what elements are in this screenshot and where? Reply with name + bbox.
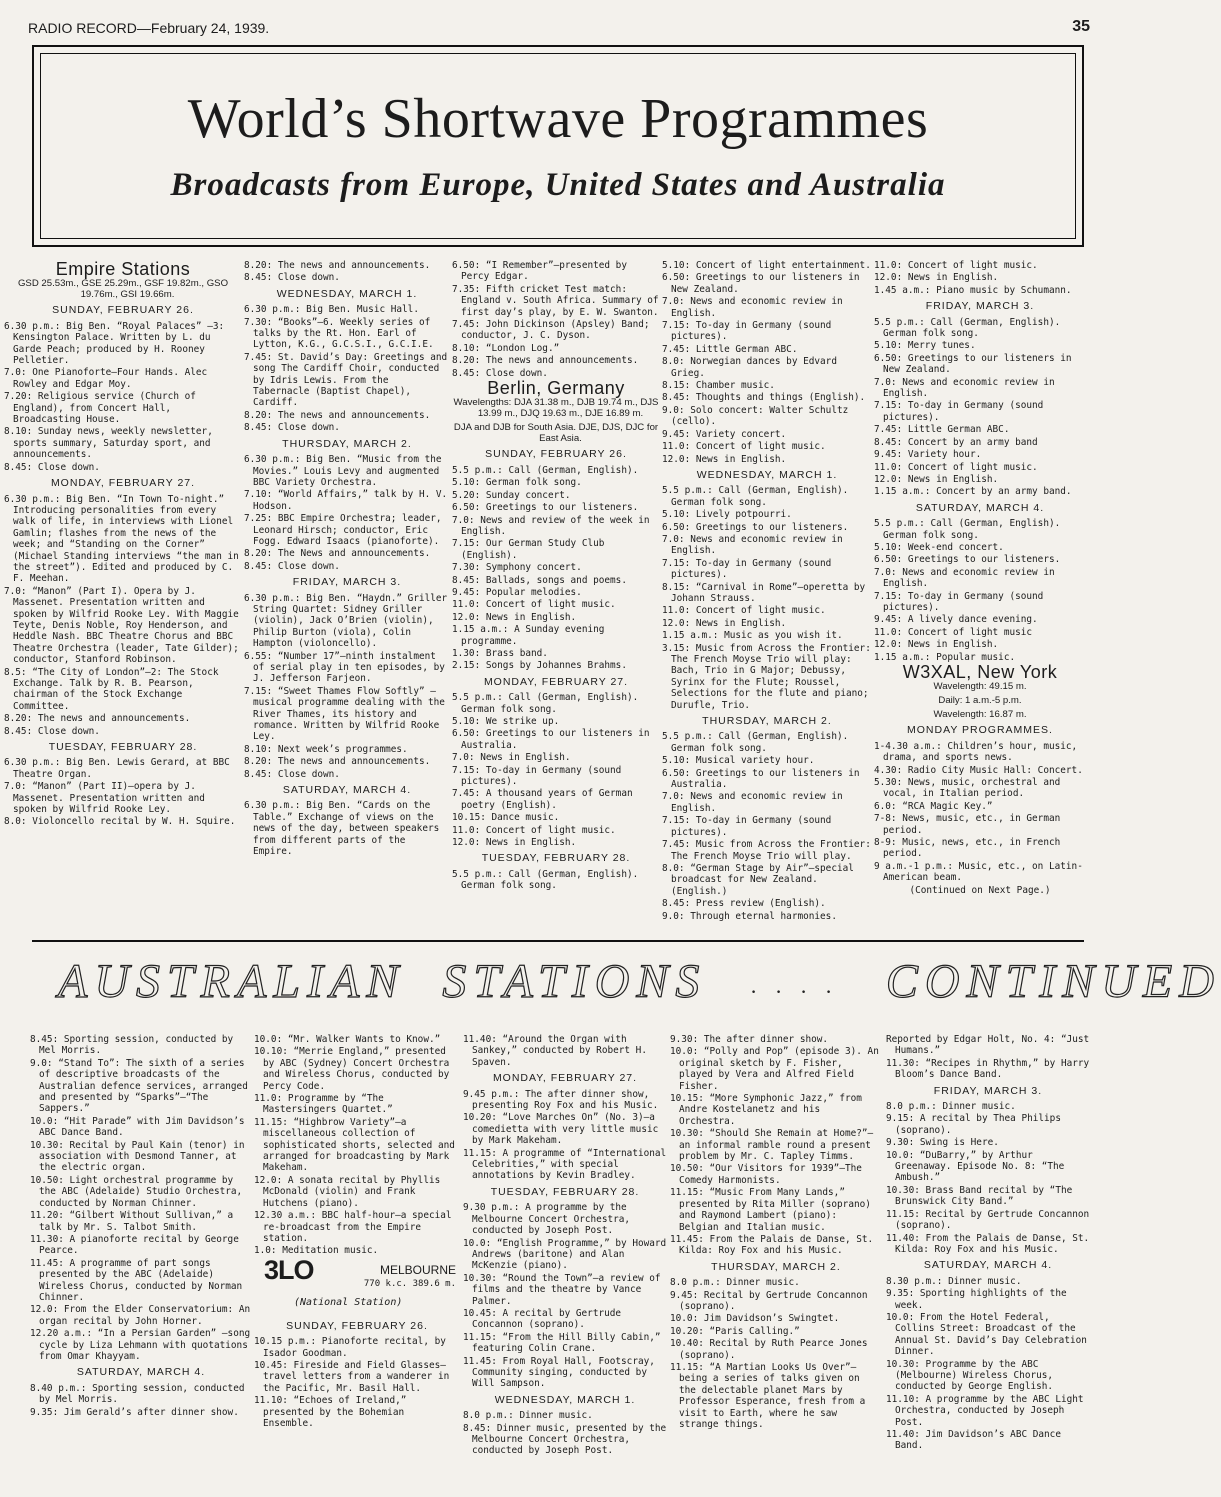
- programme-entry: 1.15 a.m.: Music as you wish it.: [662, 630, 843, 642]
- programme-entry: 7.45: St. David’s Day: Greetings and song The Cardiff Choir, conducted by Idris Lewis. From the Tabernacle (Baptist Chapel), Cardiff.: [244, 351, 448, 409]
- programme-entry: 10.50: Light orchestral programme by the ABC (Adelaide) Studio Orchestra, conducted by Norman Chinner.: [30, 1174, 243, 1209]
- programme-entry: 5.5 p.m.: Call (German, English).: [452, 464, 639, 476]
- programme-entry: 9.45: Recital by Gertrude Concannon (soprano).: [670, 1289, 868, 1312]
- day-heading: TUESDAY, FEBRUARY 28.: [48, 741, 198, 754]
- programme-entry: 8.0 p.m.: Dinner music.: [886, 1101, 1016, 1113]
- australian-column-2: [254, 1034, 460, 1486]
- programme-entry: 7.45: Little German ABC.: [662, 343, 798, 355]
- programme-entry: 10.0: Jim Davidson’s Swingtet.: [670, 1313, 840, 1325]
- programme-entry: 8.45: Thoughts and things (English).: [662, 392, 866, 404]
- programme-entry: 5.5 p.m.: Call (German, English). German folk song.: [662, 731, 849, 754]
- programme-entry: 8.45: Close down.: [452, 367, 548, 379]
- programme-entry: 8.0 p.m.: Dinner music.: [463, 1410, 593, 1422]
- programme-entry: 9.35: Sporting highlights of the week.: [886, 1288, 1067, 1311]
- australian-column-5: [886, 1034, 1090, 1486]
- day-heading: SATURDAY, MARCH 4.: [923, 1259, 1053, 1272]
- programme-entry: 5.5 p.m.: Call (German, English). German folk song.: [874, 518, 1061, 541]
- programme-entry: 7.0: News and economic review in English.: [662, 791, 843, 814]
- programme-entry: 7.0: News and review of the week in English.: [452, 514, 650, 537]
- station-heading: W3XAL, New York: [902, 662, 1058, 682]
- aus-heading-word-1: AUSTRALIAN: [58, 955, 406, 1008]
- programme-entry: 10.45: A recital by Gertrude Concannon (soprano).: [463, 1307, 622, 1331]
- programme-entry: 10.50: “Our Visitors for 1939”—The Comedy Harmonists.: [670, 1163, 862, 1186]
- programme-entry: 8.20: The news and announcements.: [244, 409, 431, 421]
- programme-entry: 7.0: News and economic review in English.: [662, 296, 843, 319]
- programme-entry: 1-4.30 a.m.: Children’s hour, music, drama, and sports news.: [874, 740, 1078, 764]
- programme-entry: 12.0: News in English.: [874, 272, 999, 284]
- australian-stations-heading: [58, 954, 1221, 1010]
- programme-entry: 8.0: “German Stage by Air”—special broadcast for New Zealand. (English.): [662, 862, 854, 897]
- page-subtitle: Broadcasts from Europe, United States and Australia: [170, 167, 946, 203]
- programme-entry: 8.45: Close down.: [244, 272, 340, 284]
- running-title: RADIO RECORD—February 24, 1939.: [28, 20, 270, 36]
- programme-entry: 6.50: “I Remember”—presented by Percy Edgar.: [452, 260, 627, 283]
- programme-entry: 6.30 p.m.: Big Ben. “In Town To-night.” Introducing personalities from every walk of life, in interviews with Lionel Gamlin; flashes from the news of the week; and “Standing on the Corner” (Michael Standing interviews “the man in the street”). Edited and produced by C. F. Meehan.: [4, 493, 239, 585]
- programme-entry: 9.45: Variety hour.: [874, 449, 982, 461]
- programme-entry: 6.50: Greetings to our listeners.: [662, 521, 849, 533]
- programme-entry: 8.15: “Carnival in Rome”—operetta by Johann Strauss.: [662, 581, 866, 604]
- title-banner: [32, 45, 1084, 247]
- programme-entry: 12.20 a.m.: “In a Persian Garden” —song cycle by Liza Lehmann with quotations from Omar Khayyam.: [30, 1328, 251, 1362]
- programme-entry: 5.10: We strike up.: [452, 716, 560, 727]
- programme-entry: 8.20: The News and announcements.: [244, 548, 431, 560]
- programme-entry: 3.15: Music from Across the Frontier: The French Moyse Trio will play: Bach, Trio in G Major; Debussy, Syrinx for the Flute; Roussel, Selections for the flute and piano; Durufle, Trio.: [662, 642, 871, 711]
- programme-entry: 10.0: “DuBarry,” by Arthur Greenaway. Episode No. 8: “The Ambush.”: [886, 1149, 1065, 1184]
- programme-entry: 11.0: Concert of light music: [874, 626, 1033, 638]
- programme-entry: 11.45: A programme of part songs presented by the ABC (Adelaide) Wireless Chorus, conducted by Norman Chinner.: [30, 1257, 243, 1303]
- programme-entry: 5.5 p.m.: Call (German, English). German folk song.: [662, 485, 849, 508]
- programme-entry: 11.0: Concert of light music.: [874, 461, 1038, 473]
- australian-column-3: [463, 1034, 667, 1486]
- day-heading: FRIDAY, MARCH 3.: [925, 300, 1035, 313]
- programme-entry: 12.30 a.m.: BBC half-hour—a special re-broadcast from the Empire station.: [254, 1210, 452, 1244]
- programme-entry: 11.40: From the Palais de Danse, St. Kilda: Roy Fox and his Music.: [886, 1232, 1090, 1255]
- programme-entry: 7.10: “World Affairs,” talk by H. V. Hodson.: [244, 489, 448, 512]
- programme-entry: 8.0: Norwegian dances by Edvard Grieg.: [662, 356, 837, 379]
- programme-entry: 10.15 p.m.: Pianoforte recital, by Isador Goodman.: [254, 1336, 446, 1359]
- programme-entry: 7.15: To-day in Germany (sound pictures).: [662, 320, 832, 343]
- aus-heading-dots: . . . .: [751, 972, 839, 998]
- programme-entry: 11.15: “Music From Many Lands,” presented by Rita Miller (soprano) and Raymond Lambert (piano): Belgian and Italian music.: [670, 1187, 871, 1233]
- programme-entry: 6.50: Greetings to our listeners in Australia.: [452, 728, 650, 751]
- shortwave-column-5: [874, 260, 1086, 960]
- programme-entry: 8.20: The news and announcements.: [4, 713, 191, 725]
- station-city: MELBOURNE: [379, 1262, 456, 1277]
- station-heading: Berlin, Germany: [487, 378, 625, 399]
- programme-entry: 6.30 p.m.: Big Ben. “Royal Palaces” —3: Kensington Palace. Written by L. du Garde Peach; produced by H. Rooney Pelletier.: [4, 320, 225, 367]
- programme-entry: 7.25: BBC Empire Orchestra; leader, Leonard Hirsch; conductor, Eric Fogg. Edward Isaacs (pianoforte).: [244, 513, 442, 547]
- wavelength-info: Wavelengths: DJA 31.38 m., DJB 19.74 m., DJS 13.99 m., DJQ 19.63 m., DJE 16.89 m.: [453, 397, 659, 420]
- page-number: 35: [1072, 18, 1090, 35]
- programme-entry: 8.40 p.m.: Sporting session, conducted by Mel Morris.: [30, 1382, 245, 1406]
- station-frequency: 770 k.c. 389.6 m.: [363, 1278, 456, 1289]
- day-heading: THURSDAY, MARCH 2.: [702, 715, 832, 728]
- aus-heading-word-2: STATIONS: [442, 955, 707, 1008]
- programme-entry: 6.0: “RCA Magic Key.”: [874, 800, 993, 812]
- programme-entry: 8.20: The news and announcements.: [452, 355, 639, 367]
- section-divider: [32, 940, 1084, 942]
- programme-entry: 7.15: To-day in Germany (sound pictures).: [662, 815, 832, 838]
- programme-entry: 8.0: Violoncello recital by W. H. Squire.: [4, 816, 236, 828]
- programme-entry: 6.50: Greetings to our listeners.: [874, 554, 1061, 566]
- day-heading: SUNDAY, FEBRUARY 26.: [286, 1319, 428, 1332]
- wavelength-info: Wavelength: 16.87 m.: [933, 709, 1027, 721]
- programme-entry: 12.0: From the Elder Conservatorium: An organ recital by John Horner.: [30, 1304, 251, 1327]
- programme-entry: 8.20: The news and announcements.: [244, 756, 431, 768]
- programme-entry: 7.45: A thousand years of German poetry (English).: [452, 788, 633, 811]
- programme-entry: 6.30 p.m.: Big Ben. “Music from the Movies.” Louis Levy and augmented BBC Variety Orchestra.: [244, 454, 442, 488]
- programme-entry: 7.15: To-day in Germany (sound pictures).: [874, 400, 1044, 423]
- programme-entry: 11.20: “Gilbert Without Sullivan,” a talk by Mr. S. Talbot Smith.: [30, 1210, 234, 1233]
- programme-entry: 10.0: From the Hotel Federal, Collins Street: Broadcast of the Annual St. David’s Day Celebration Dinner.: [886, 1311, 1087, 1358]
- programme-entry: 10.10: “Merrie England,” presented by ABC (Sydney) Concert Orchestra and Wireless Chorus, conducted by Percy Code.: [254, 1046, 450, 1092]
- programme-entry: 7.0: “Manon” (Part I). Opera by J. Massenet. Presentation written and spoken by Wilfrid Rooke Ley. With Maggie Teyte, Denis Noble, Roy Henderson, and Heddle Nash. BBC Theatre Chorus and BBC Theatre Orchestra (leader, Tate Gilder); conductor, Stanford Robinson.: [4, 585, 239, 666]
- programme-entry: 8.45: Close down.: [244, 768, 340, 780]
- programme-entry: 6.50: Greetings to our listeners in New Zealand.: [874, 352, 1072, 376]
- programme-entry: 8.15: Chamber music.: [662, 380, 775, 392]
- programme-entry: 11.30: A pianoforte recital by George Pearce.: [30, 1233, 239, 1257]
- day-heading: THURSDAY, MARCH 2.: [282, 437, 412, 450]
- programme-entry: 11.15: “Highbrow Variety”—a miscellaneous collection of sophisticated shorts, selected and arranged for broadcasting by Mark Makeham.: [254, 1116, 455, 1174]
- wavelength-info: Daily: 1 a.m.-5 p.m.: [938, 695, 1022, 707]
- day-heading: SATURDAY, MARCH 4.: [282, 784, 412, 797]
- programme-entry: 8.10: “London Log.”: [452, 342, 560, 354]
- day-heading: MONDAY, FEBRUARY 27.: [492, 1072, 638, 1085]
- programme-entry: 10.0: “Hit Parade” with Jim Davidson’s ABC Dance Band.: [30, 1115, 245, 1139]
- programme-entry: 9.0: “Stand To”: The sixth of a series of descriptive broadcasts of the Australian defence services, arranged and presented by “Sparks”—“The Sappers.”: [30, 1057, 248, 1115]
- programme-entry: 12.0: News in English.: [662, 453, 787, 465]
- programme-entry: 7.15: To-day in Germany (sound pictures).: [662, 557, 832, 581]
- programme-entry: 7.15: “Sweet Thames Flow Softly” —musical programme dealing with the River Thames, its history and romance. Written by Wilfrid Rooke Ley.: [244, 685, 445, 743]
- programme-entry: 8.45: Sporting session, conducted by Mel Morris.: [30, 1034, 234, 1057]
- programme-entry: 5.5 p.m.: Call (German, English). German folk song.: [874, 316, 1061, 340]
- programme-entry: 8.20: The news and announcements.: [244, 260, 431, 271]
- programme-entry: 5.5 p.m.: Call (German, English). German folk song.: [452, 868, 639, 892]
- day-heading: SATURDAY, MARCH 4.: [76, 1366, 206, 1379]
- day-heading: MONDAY, FEBRUARY 27.: [483, 675, 629, 688]
- programme-entry: 8.45: Close down.: [244, 560, 340, 572]
- programme-entry: 8.5: “The City of London”—2: The Stock Exchange. Talk by R. B. Pearson, chairman of the Stock Exchange Committee.: [4, 666, 219, 712]
- running-header: [28, 20, 1090, 42]
- shortwave-column-3: [452, 260, 660, 960]
- programme-entry: 9.0: Through eternal harmonies.: [662, 910, 837, 922]
- programme-entry: 6.30 p.m.: Big Ben. “Cards on the Table.” Exchange of views on the news of the day, between speakers from different parts of the Empire.: [244, 800, 440, 858]
- programme-entry: 12.0: News in English.: [874, 639, 999, 651]
- programme-entry: 8.45: Concert by an army band: [874, 436, 1038, 448]
- programme-entry: 6.30 p.m.: Big Ben. “Haydn.” Griller String Quartet: Sidney Griller (violin), Jack O’Brien (violin), Philip Burton (viola), Colin Hampton (violoncello).: [244, 592, 448, 650]
- programme-entry: 5.10: Musical variety hour.: [662, 755, 815, 767]
- day-heading: FRIDAY, MARCH 3.: [933, 1084, 1043, 1097]
- programme-entry: 11.0: Concert of light music.: [874, 260, 1038, 271]
- day-heading: THURSDAY, MARCH 2.: [711, 1260, 841, 1273]
- programme-entry: 11.40: Jim Davidson’s ABC Dance Band.: [886, 1429, 1061, 1452]
- programme-entry: 6.30 p.m.: Big Ben. Lewis Gerard, at BBC Theatre Organ.: [4, 757, 230, 780]
- programme-entry: 8.10: Sunday news, weekly newsletter, sports summary, Saturday sport, and announcements.: [4, 426, 213, 461]
- programme-entry: 12.0: News in English.: [874, 473, 999, 485]
- programme-entry: 7.20: Religious service (Church of England), from Concert Hall, Broadcasting House.: [4, 391, 196, 426]
- programme-entry: 7.15: To-day in Germany (sound pictures).: [452, 764, 622, 788]
- programme-entry: 6.50: Greetings to our listeners in New Zealand.: [662, 272, 860, 295]
- programme-entry: 8.45: Press review (English).: [662, 898, 826, 910]
- programme-entry: 8-9: Music, news, etc., in French period.: [874, 837, 1061, 860]
- programme-entry: 11.10: “Echoes of Ireland,” presented by the Bohemian Ensemble.: [254, 1395, 407, 1429]
- programme-entry: 8.0 p.m.: Dinner music.: [670, 1277, 800, 1289]
- programme-entry: 10.30: Programme by the ABC (Melbourne) Wireless Chorus, conducted by George English.: [886, 1358, 1054, 1393]
- programme-entry: 11.15: “From the Hill Billy Cabin,” featuring Colin Crane.: [463, 1331, 661, 1355]
- programme-entry: 11.0: Concert of light music.: [662, 441, 826, 453]
- programme-entry: 1.0: Meditation music.: [254, 1245, 379, 1257]
- programme-entry: 9.15: A recital by Thea Philips (soprano).: [886, 1113, 1061, 1136]
- programme-entry: 10.0: “Mr. Walker Wants to Know.”: [254, 1034, 441, 1045]
- day-heading: SUNDAY, FEBRUARY 26.: [52, 304, 194, 317]
- programme-entry: 7.35: Fifth cricket Test match: England v. South Africa. Summary of first day’s play, by E. W. Swanton.: [452, 283, 659, 318]
- programme-entry: 9.45: A lively dance evening.: [874, 614, 1038, 626]
- programme-entry: 7.15: To-day in Germany (sound pictures).: [874, 590, 1044, 613]
- programme-entry: Reported by Edgar Holt, No. 4: “Just Humans.”: [886, 1034, 1090, 1057]
- station-heading: Empire Stations: [55, 259, 191, 279]
- programme-entry: 9.30 p.m.: A programme by the Melbourne Concert Orchestra, conducted by Joseph Post.: [463, 1202, 631, 1237]
- programme-entry: 5.10: German folk song.: [452, 477, 582, 489]
- station-call-sign: 3LO: [264, 1254, 314, 1285]
- programme-entry: 12.0: A sonata recital by Phyllis McDonald (violin) and Frank Hutchens (piano).: [254, 1174, 441, 1209]
- programme-entry: 7.0: News in English.: [452, 752, 571, 764]
- programme-entry: 12.0: News in English.: [452, 611, 577, 623]
- programme-entry: 7.30: “Books”—6. Weekly series of talks by the Rt. Hon. Earl of Lytton, K.G., G.C.S.I., G.C.I.E.: [244, 316, 434, 351]
- programme-entry: 11.0: Concert of light music.: [452, 599, 616, 611]
- programme-entry: 7.0: “Manon” (Part II)—opera by J. Massenet. Presentation written and spoken by Wilfrid Rooke Ley.: [4, 781, 205, 816]
- programme-entry: 11.15: Recital by Gertrude Concannon (soprano).: [886, 1208, 1090, 1232]
- wavelength-info: DJA and DJB for South Asia. DJE, DJS, DJC for East Asia.: [453, 422, 659, 445]
- day-heading: FRIDAY, MARCH 3.: [292, 576, 402, 589]
- programme-entry: 10.20: “Paris Calling.”: [670, 1325, 800, 1337]
- programme-entry: 10.15: Dance music.: [452, 812, 560, 824]
- programme-entry: 5.5 p.m.: Call (German, English). German folk song.: [452, 692, 639, 715]
- programme-entry: 9 a.m.-1 p.m.: Music, etc., on Latin-American beam.: [874, 860, 1083, 884]
- day-heading: MONDAY PROGRAMMES.: [907, 724, 1053, 737]
- programme-entry: 11.40: “Around the Organ with Sankey,” conducted by Robert H. Spaven.: [463, 1034, 647, 1068]
- programme-entry: 12.0: News in English.: [452, 837, 577, 849]
- programme-entry: 8.30 p.m.: Dinner music.: [886, 1275, 1022, 1287]
- programme-entry: 10.0: “Polly and Pop” (episode 3). An original sketch by F. Fisher, played by Vera and Alfred Field Fisher.: [670, 1046, 879, 1092]
- programme-entry: 5.10: Week-end concert.: [874, 541, 1004, 553]
- day-heading: TUESDAY, FEBRUARY 28.: [481, 852, 631, 865]
- programme-entry: 7.15: Our German Study Club (English).: [452, 538, 605, 561]
- programme-entry: 6.50: Greetings to our listeners.: [452, 502, 639, 514]
- shortwave-column-2: [244, 260, 450, 960]
- programme-entry: 8.45: Dinner music, presented by the Melbourne Concert Orchestra, conducted by Joseph Post.: [463, 1422, 667, 1457]
- aus-heading-word-3: CONTINUED: [885, 955, 1221, 1008]
- programme-entry: 11.0: Concert of light music.: [452, 824, 616, 836]
- programme-entry: 4.30: Radio City Music Hall: Concert.: [874, 764, 1083, 776]
- australian-column-4: [670, 1034, 882, 1486]
- programme-entry: 8.45: Close down.: [4, 725, 100, 737]
- programme-entry: 11.30: “Recipes in Rhythm,” by Harry Bloom’s Dance Band.: [886, 1057, 1090, 1081]
- programme-entry: 10.45: Fireside and Field Glasses—travel letters from a wanderer in the Pacific, Mr. Basil Hall.: [254, 1359, 450, 1394]
- programme-entry: 7.0: One Pianoforte—Four Hands. Alec Rowley and Edgar Moy.: [4, 367, 208, 390]
- australian-column-1: [30, 1034, 252, 1486]
- programme-entry: 8.10: Next week’s programmes.: [244, 743, 408, 755]
- programme-entry: 5.10: Merry tunes.: [874, 340, 976, 352]
- programme-entry: 9.35: Jim Gerald’s after dinner show.: [30, 1406, 239, 1418]
- day-heading: MONDAY, FEBRUARY 27.: [50, 477, 196, 490]
- programme-entry: 2.15: Songs by Johannes Brahms.: [452, 660, 627, 672]
- programme-entry: 10.30: Recital by Paul Kain (tenor) in association with Desmond Tanner, at the electric organ.: [30, 1139, 245, 1174]
- programme-entry: 7.45: John Dickinson (Apsley) Band; conductor, J. C. Dyson.: [452, 319, 650, 342]
- programme-entry: 10.30: “Round the Town”—a review of films and the theatre by Vance Palmer.: [463, 1272, 661, 1307]
- programme-entry: 5.20: Sunday concert.: [452, 489, 571, 501]
- programme-entry: 9.45: Variety concert.: [662, 428, 787, 440]
- programme-entry: 6.30 p.m.: Big Ben. Music Hall.: [244, 304, 419, 316]
- programme-entry: 11.0: Concert of light music.: [662, 605, 826, 617]
- programme-entry: 8.45: Close down.: [4, 461, 100, 473]
- programme-entry: 7-8: News, music, etc., in German period.: [874, 813, 1061, 836]
- programme-entry: 7.45: Music from Across the Frontier: The French Moyse Trio will play.: [662, 839, 871, 862]
- day-heading: SATURDAY, MARCH 4.: [915, 501, 1045, 514]
- page-title: World’s Shortwave Programmes: [187, 88, 929, 150]
- day-heading: TUESDAY, FEBRUARY 28.: [490, 1185, 640, 1198]
- programme-entry: 5.10: Lively potpourri.: [662, 509, 792, 521]
- programme-entry: 9.30: Swing is Here.: [886, 1137, 999, 1149]
- programme-entry: 9.45: Popular melodies.: [452, 586, 582, 598]
- programme-entry: 5.30: News, music, orchestral and vocal, in Italian period.: [874, 777, 1061, 800]
- day-heading: WEDNESDAY, MARCH 1.: [494, 1393, 636, 1406]
- programme-entry: 11.0: Programme by “The Mastersingers Quartet.”: [254, 1093, 393, 1116]
- programme-entry: 9.0: Solo concert: Walter Schultz (cello).: [662, 404, 849, 428]
- shortwave-column-4: [662, 260, 872, 960]
- station-note: (National Station): [294, 1296, 403, 1308]
- programme-entry: 1.45 a.m.: Piano music by Schumann.: [874, 284, 1072, 296]
- programme-entry: 6.55: “Number 17”—ninth instalment of serial play in ten episodes, by J. Jefferson Farjeon.: [244, 650, 445, 685]
- programme-entry: 8.45: Ballads, songs and poems.: [452, 574, 627, 586]
- programme-entry: 12.0: News in English.: [662, 617, 787, 629]
- programme-entry: 1.15 a.m.: A Sunday evening programme.: [452, 624, 605, 647]
- programme-entry: 7.30: Symphony concert.: [452, 562, 582, 574]
- programme-entry: 10.40: Recital by Ruth Pearce Jones (soprano).: [670, 1338, 868, 1361]
- programme-entry: 1.15 a.m.: Concert by an army band.: [874, 486, 1072, 498]
- programme-entry: 1.15 a.m.: Popular music.: [874, 651, 1016, 663]
- programme-entry: 11.10: A programme by the ABC Light Orchestra, conducted by Joseph Post.: [886, 1393, 1084, 1428]
- shortwave-column-1: [4, 260, 242, 960]
- programme-entry: 10.30: Brass Band recital by “The Brunswick City Band.”: [886, 1184, 1073, 1208]
- day-heading: SUNDAY, FEBRUARY 26.: [485, 448, 627, 461]
- programme-entry: 7.0: News and economic review in English.: [874, 566, 1055, 590]
- programme-entry: 7.0: News and economic review in English.: [662, 533, 843, 557]
- programme-entry: 11.45: From the Palais de Danse, St. Kilda: Roy Fox and his Music.: [670, 1233, 874, 1257]
- programme-entry: 10.30: “Should She Remain at Home?”—an informal ramble round a present problem by Mr. C. Tapley Timms.: [670, 1128, 874, 1163]
- programme-entry: 10.0: “English Programme,” by Howard Andrews (baritone) and Alan McKenzie (piano).: [463, 1237, 667, 1272]
- programme-entry: 7.0: News and economic review in English.: [874, 376, 1055, 400]
- programme-entry: 10.20: “Love Marches On” (No. 3)—a comedietta with very little music by Mark Makeham.: [463, 1112, 659, 1147]
- programme-entry: 11.45: From Royal Hall, Footscray, Community singing, conducted by Will Sampson.: [463, 1355, 655, 1390]
- programme-entry: 6.50: Greetings to our listeners in Australia.: [662, 767, 860, 791]
- programme-entry: 10.15: “More Symphonic Jazz,” from Andre Kostelanetz and his Orchestra.: [670, 1093, 862, 1127]
- programme-entry: 8.45: Close down.: [244, 422, 340, 434]
- programme-entry: 11.15: A programme of “International Celebrities,” with special annotations by Kevin Bradley.: [463, 1147, 667, 1182]
- station-3lo-block: [254, 1254, 460, 1313]
- programme-entry: 5.10: Concert of light entertainment.: [662, 260, 871, 271]
- programme-entry: 9.30: The after dinner show.: [670, 1034, 829, 1045]
- programme-entry: 7.45: Little German ABC.: [874, 424, 1010, 436]
- day-heading: WEDNESDAY, MARCH 1.: [696, 468, 838, 481]
- continued-note: (Continued on Next Page.): [909, 884, 1051, 896]
- wavelength-info: GSD 25.53m., GSE 25.29m., GSF 19.82m., GSO 19.76m., GSI 19.66m.: [17, 278, 229, 301]
- programme-entry: 11.15: “A Martian Looks Us Over”—being a series of talks given on the delectable planet Mars by Professor Esperance, fresh from a visit to Earth, where he saw strange things.: [670, 1361, 866, 1430]
- programme-entry: 9.45 p.m.: The after dinner show, presenting Roy Fox and his Music.: [463, 1088, 659, 1112]
- wavelength-info: Wavelength: 49.15 m.: [933, 681, 1027, 693]
- day-heading: WEDNESDAY, MARCH 1.: [276, 287, 418, 300]
- programme-entry: 1.30: Brass band.: [452, 647, 548, 659]
